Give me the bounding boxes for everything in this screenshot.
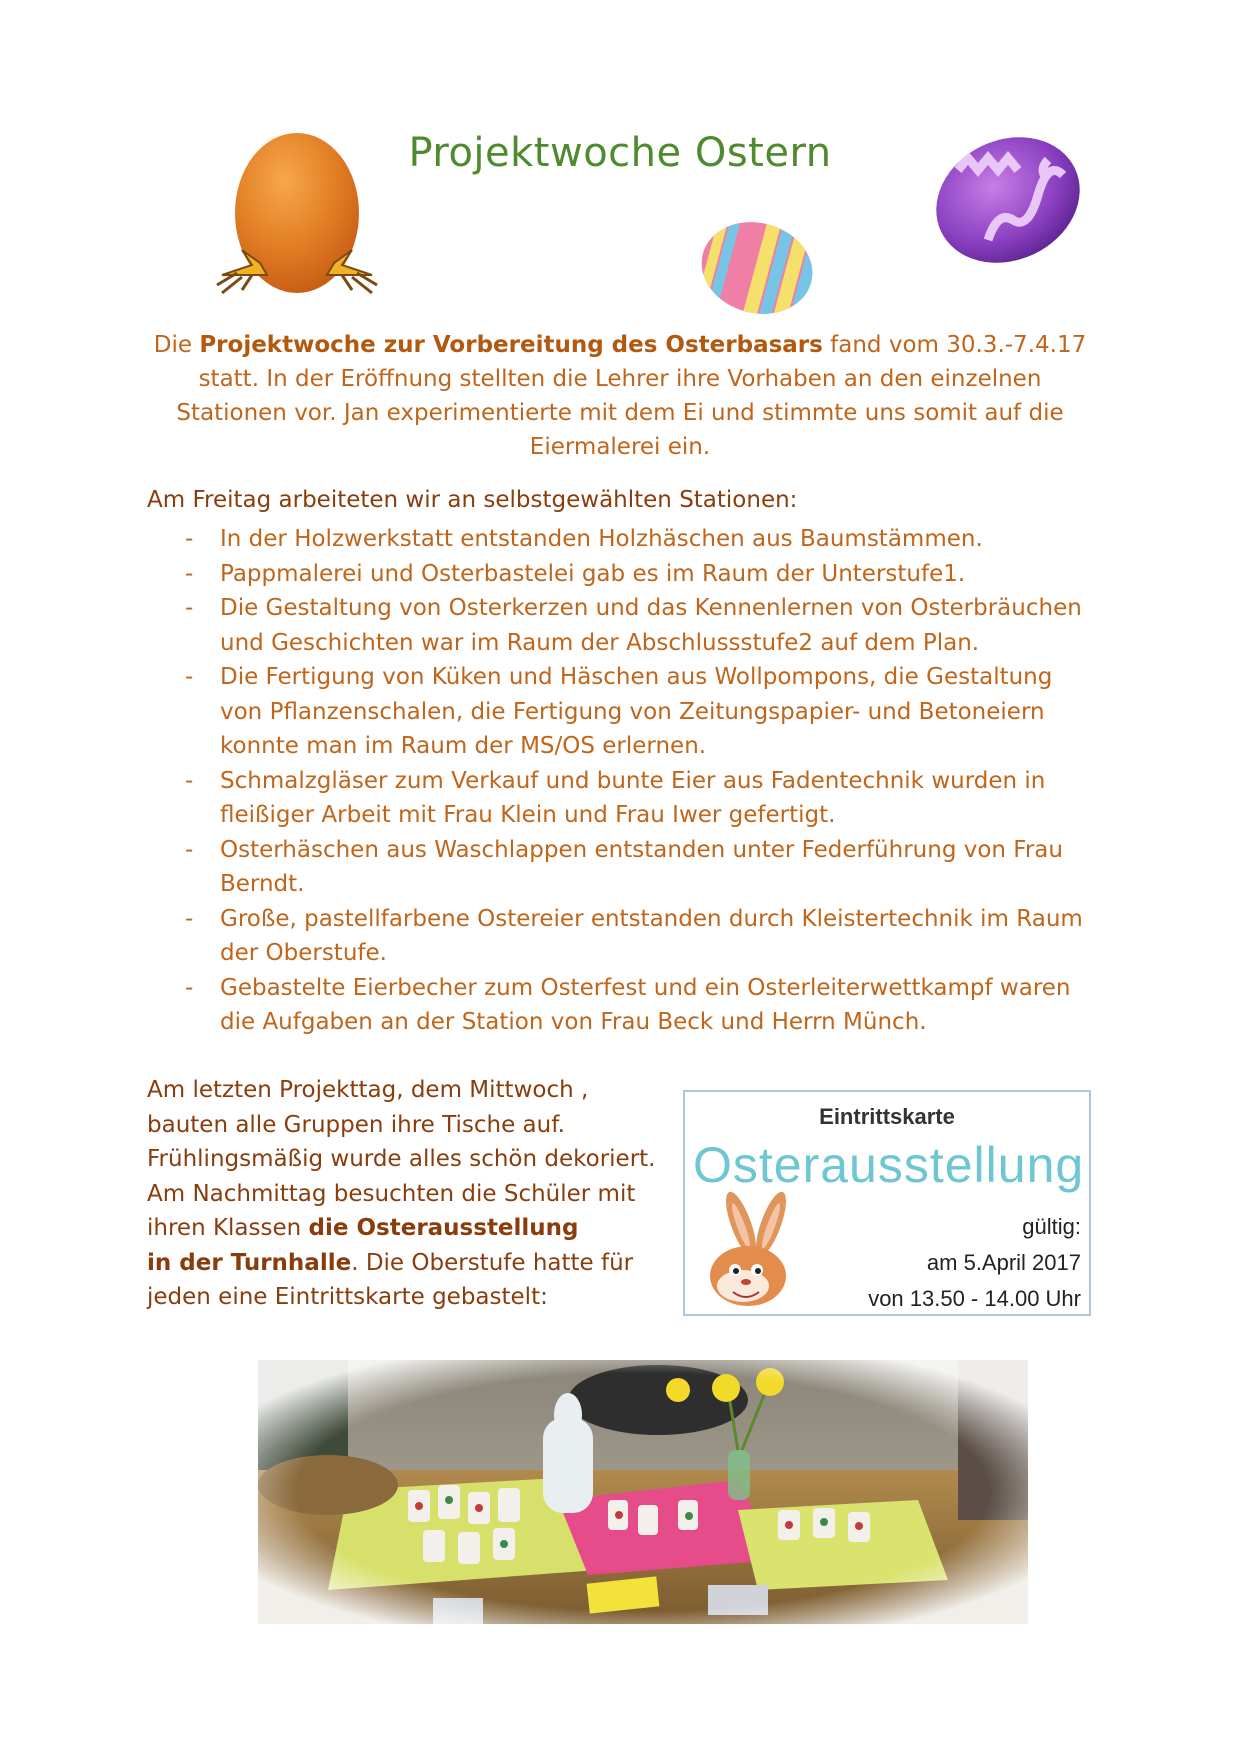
bunny-icon: [693, 1184, 803, 1312]
closing-line: Frühlingsmäßig wurde alles schön dekoriert.: [147, 1146, 656, 1172]
page-title: Projektwoche Ostern: [408, 130, 832, 176]
purple-egg-icon: [928, 130, 1088, 270]
closing-bold: in der Turnhalle: [147, 1249, 352, 1276]
entry-ticket: [683, 1090, 1091, 1316]
closing-line: bauten alle Gruppen ihre Tische auf.: [147, 1111, 565, 1138]
intro-bold: Projektwoche zur Vorbereitung des Osterbasars: [199, 332, 823, 358]
closing-line: jeden eine Eintrittskarte gebastelt:: [147, 1284, 548, 1310]
closing-paragraph: [147, 1073, 687, 1315]
closing-text: . Die Oberstufe hatte für: [351, 1249, 634, 1276]
pastel-egg-icon: [697, 218, 817, 318]
closing-text: ihren Klassen: [147, 1215, 309, 1241]
list-item: - Schmalzgläser zum Verkauf und bunte Eier aus Fadentechnik wurden in fleißiger Arbeit mit Frau Klein und Frau Iwer gefertigt.: [147, 764, 1097, 833]
closing-line: Am Nachmittag besuchten die Schüler mit: [147, 1180, 636, 1207]
closing-line: [147, 1246, 687, 1281]
exhibition-photo: [258, 1360, 1028, 1624]
ticket-valid: gültig:: [1022, 1214, 1081, 1239]
list-item: - Große, pastellfarbene Ostereier entstanden durch Kleistertechnik im Raum der Oberstufe.: [147, 902, 1097, 971]
intro-paragraph: [150, 328, 1090, 464]
intro-pre: Die: [153, 332, 200, 358]
list-item: - Die Fertigung von Küken und Häschen aus Wollpompons, die Gestaltung von Pflanzenschalen, die Fertigung von Zeitungspapier- und Betoneiern konnte man im Raum der MS/OS erlernen.: [147, 660, 1097, 764]
closing-line: [147, 1211, 687, 1246]
closing-line: Am letzten Projekttag, dem Mittwoch ,: [147, 1077, 589, 1103]
closing-bold: die Osterausstellung: [308, 1215, 579, 1241]
list-item: - Osterhäschen aus Waschlappen entstanden unter Federführung von Frau Berndt.: [147, 833, 1097, 902]
orange-egg-icon: [212, 125, 382, 297]
ticket-heading: Eintrittskarte: [819, 1104, 955, 1129]
list-item: - In der Holzwerkstatt entstanden Holzhäschen aus Baumstämmen.: [147, 522, 1097, 557]
stations-list: [147, 522, 1097, 1040]
ticket-title: Osterausstellung: [693, 1137, 1085, 1193]
list-item: - Pappmalerei und Osterbastelei gab es im Raum der Unterstufe1.: [147, 557, 1097, 592]
ticket-time: von 13.50 - 14.00 Uhr: [868, 1286, 1081, 1311]
list-item: - Gebastelte Eierbecher zum Osterfest und ein Osterleiterwettkampf waren die Aufgaben an der Station von Frau Beck und Herrn Münch.: [147, 971, 1097, 1040]
stations-heading: Am Freitag arbeiteten wir an selbstgewählten Stationen:: [147, 487, 798, 513]
list-item: - Die Gestaltung von Osterkerzen und das Kennenlernen von Osterbräuchen und Geschichten war im Raum der Abschlussstufe2 auf dem Plan.: [147, 591, 1097, 660]
intro-post: fand vom 30.3.-7.4.17 statt. In der Eröffnung stellten die Lehrer ihre Vorhaben an den einzelnen Stationen vor. Jan experimentierte mit dem Ei und stimmte uns somit auf die Eiermalerei ein.: [176, 332, 1087, 460]
ticket-date: am 5.April 2017: [926, 1250, 1081, 1275]
